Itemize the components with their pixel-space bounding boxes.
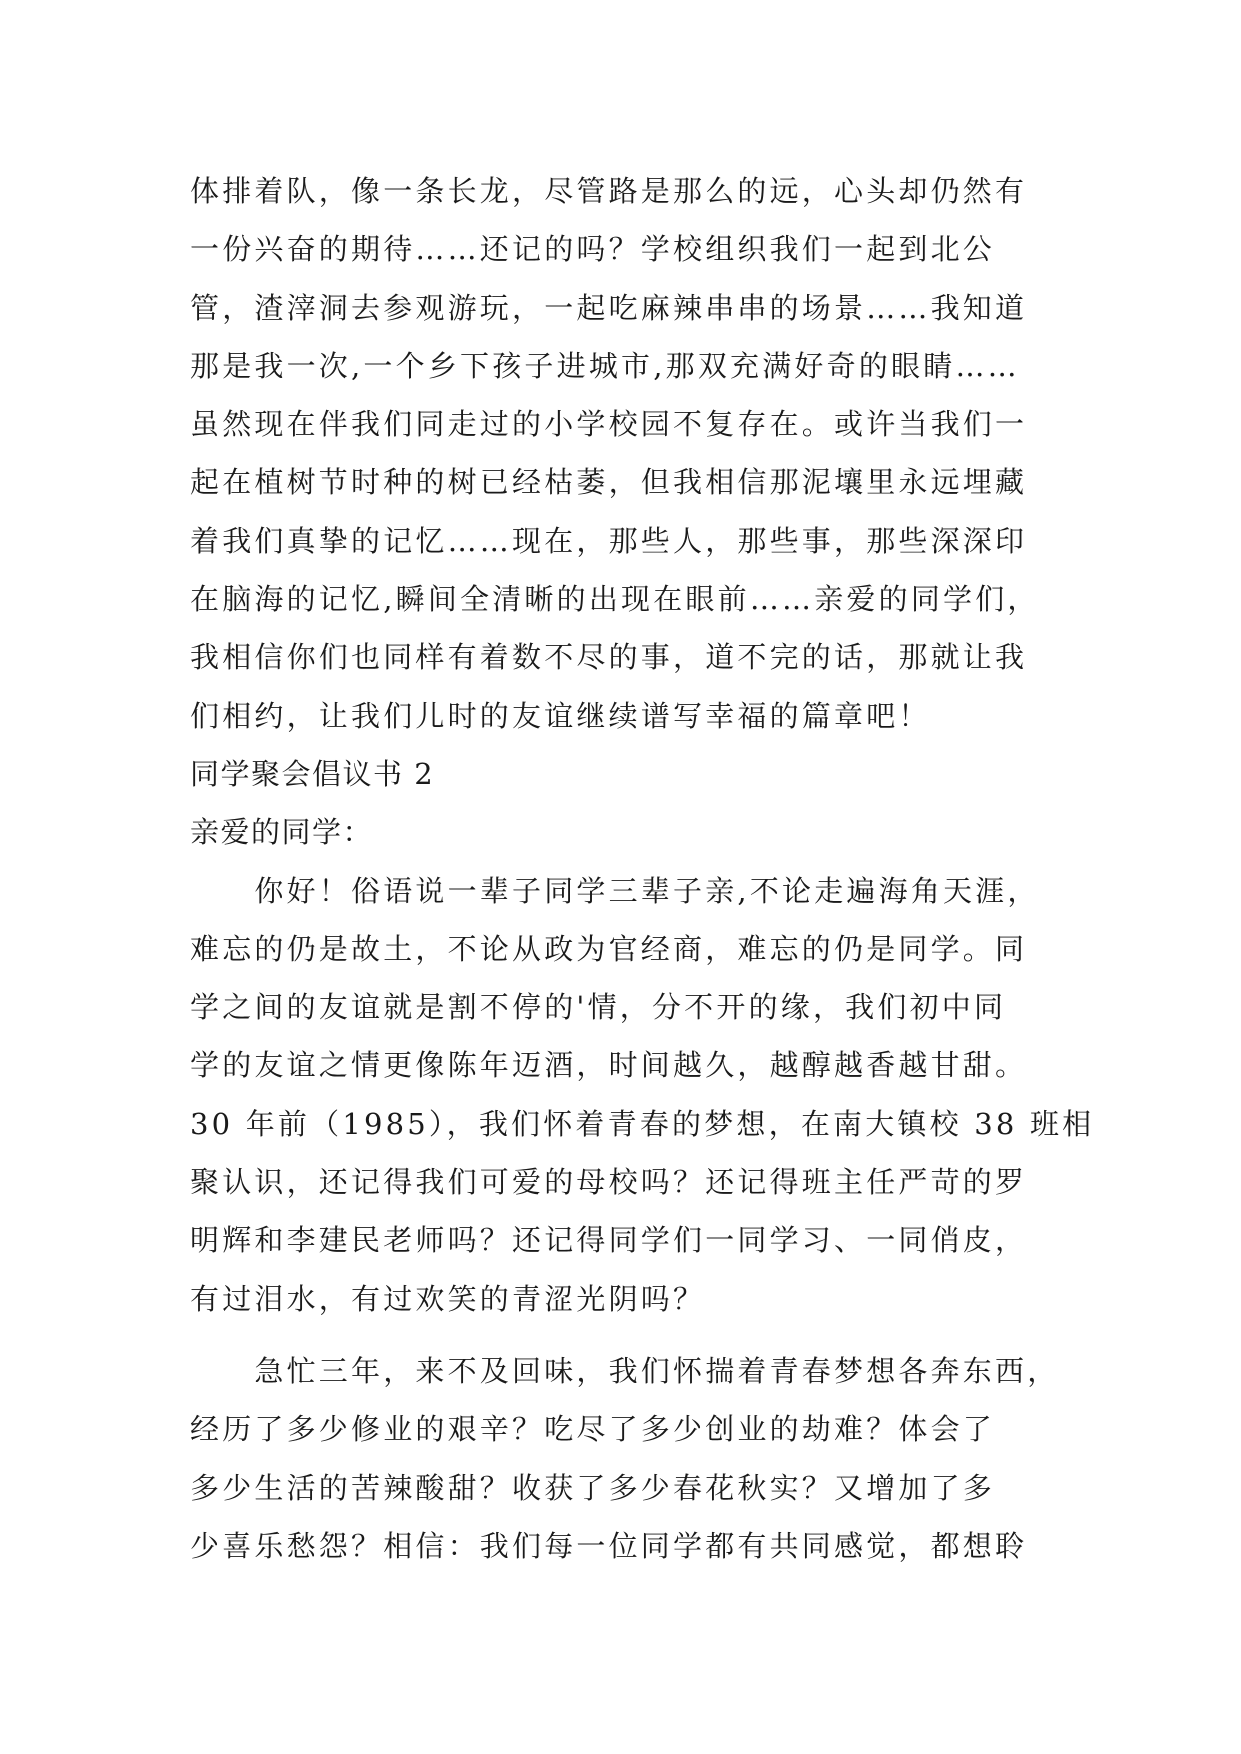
text-line: 学的友谊之情更像陈年迈酒，时间越久，越醇越香越甘甜。 — [190, 1048, 1028, 1083]
text-line: 起在植树节时种的树已经枯萎，但我相信那泥壤里永远埋藏 — [190, 465, 1028, 500]
section-heading: 同学聚会倡议书 2 — [190, 756, 435, 791]
text-line: 明辉和李建民老师吗？还记得同学们一同学习、一同俏皮， — [190, 1223, 1028, 1258]
text-line: 们相约，让我们儿时的友谊继续谱写幸福的篇章吧！ — [190, 698, 931, 733]
body-text — [190, 162, 1095, 1575]
text-line: 急忙三年，来不及回味，我们怀揣着青春梦想各奔东西， — [190, 1353, 1060, 1388]
text-line: 在脑海的记忆,瞬间全清晰的出现在眼前……亲爱的同学们， — [190, 582, 1040, 617]
text-line: 有过泪水，有过欢笑的青涩光阴吗？ — [190, 1281, 706, 1316]
text-line: 管，渣滓洞去参观游玩，一起吃麻辣串串的场景……我知道 — [190, 290, 1028, 325]
text-line: 30 年前（1985），我们怀着青春的梦想，在南大镇校 38 班相 — [190, 1106, 1095, 1141]
text-line: 虽然现在伴我们同走过的小学校园不复存在。或许当我们一 — [190, 407, 1028, 442]
text-line: 少喜乐愁怨？相信：我们每一位同学都有共同感觉，都想聆 — [190, 1528, 1028, 1563]
text-line: 学之间的友谊就是割不停的'情，分不开的缘，我们初中同 — [190, 990, 1007, 1025]
text-line: 体排着队，像一条长龙，尽管路是那么的远，心头却仍然有 — [190, 174, 1028, 208]
text-line: 难忘的仍是故土，不论从政为官经商，难忘的仍是同学。同 — [190, 931, 1028, 966]
text-line: 我相信你们也同样有着数不尽的事，道不完的话，那就让我 — [190, 640, 1028, 675]
text-line: 那是我一次,一个乡下孩子进城市,那双充满好奇的眼睛…… — [190, 348, 1020, 383]
text-line: 着我们真挚的记忆……现在，那些人，那些事，那些深深印 — [190, 523, 1028, 558]
text-line: 你好！俗语说一辈子同学三辈子亲,不论走遍海角天涯， — [190, 873, 1040, 908]
salutation: 亲爱的同学： — [190, 815, 374, 850]
text-line: 一份兴奋的期待……还记的吗？学校组织我们一起到北公 — [190, 232, 996, 267]
text-line: 经历了多少修业的艰辛？吃尽了多少创业的劫难？体会了 — [190, 1412, 996, 1447]
text-line: 聚认识，还记得我们可爱的母校吗？还记得班主任严苛的罗 — [190, 1165, 1028, 1200]
text-line: 多少生活的苦辣酸甜？收获了多少春花秋实？又增加了多 — [190, 1470, 996, 1505]
